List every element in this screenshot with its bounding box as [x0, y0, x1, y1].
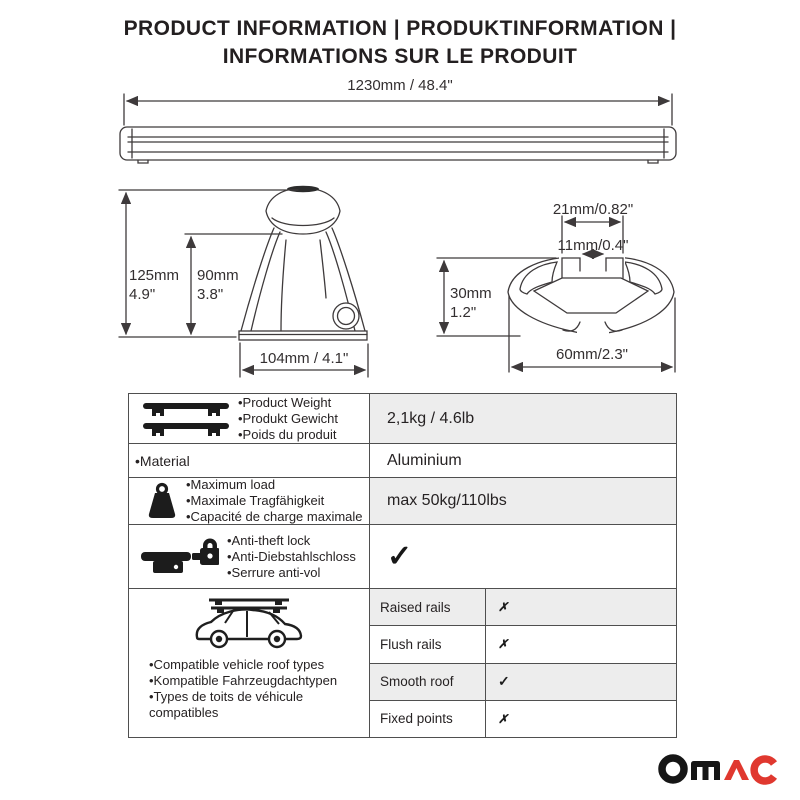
table-row	[129, 477, 676, 524]
dim-profile-outer-channel: 21mm/0.82"	[552, 201, 634, 218]
dim-profile-height: 30mm 1.2"	[450, 285, 492, 321]
page-title-line2: INFORMATIONS SUR LE PRODUIT	[222, 45, 578, 68]
table-row	[129, 524, 676, 588]
omac-logo	[658, 753, 780, 790]
roof-type-row-raised-rails: Raised rails ✗	[370, 589, 676, 625]
dim-foot-inner-height: 90mm 3.8"	[197, 267, 239, 303]
dim-profile-width: 60mm/2.3"	[555, 346, 629, 363]
roof-type-row-fixed-points: Fixed points ✗	[370, 700, 676, 737]
check-mark: ✓	[498, 673, 510, 690]
page-title-line1: PRODUCT INFORMATION | PRODUKTINFORMATION |	[123, 17, 677, 40]
table-row	[129, 443, 676, 477]
table-row	[129, 588, 676, 737]
dim-foot-width: 104mm / 4.1"	[259, 350, 349, 367]
checkmark: ✓	[387, 539, 413, 573]
x-mark: ✗	[498, 711, 509, 726]
dim-profile-inner-channel: 11mm/0.4"	[557, 237, 629, 254]
dim-foot-total-height: 125mm 4.9"	[129, 267, 180, 303]
spec-label-max-load: •Maximum load •Maximale Tragfähigkeit •Capacité de charge maximale	[129, 478, 369, 524]
x-mark: ✗	[498, 637, 509, 652]
spec-label-roof-types: •Compatible vehicle roof types •Kompatible Fahrzeugdachtypen •Types de toits de véhicule compatibles	[129, 589, 369, 737]
roof-type-matrix	[369, 589, 676, 737]
anti-theft-lock-icon	[139, 535, 219, 579]
spec-value-anti-theft	[369, 525, 676, 588]
spec-label-anti-theft: •Anti-theft lock •Anti-Diebstahlschloss •Serrure anti-vol	[129, 525, 369, 588]
car-with-roof-rack-icon	[189, 595, 309, 653]
spec-label-product-weight: •Product Weight •Produkt Gewicht •Poids du produit	[129, 394, 369, 443]
x-mark: ✗	[498, 600, 509, 615]
cross-bars-icon	[142, 400, 230, 438]
spec-value-max-load: max 50kg/110lbs	[369, 478, 676, 524]
table-row	[129, 394, 676, 443]
spec-label-material: •Material	[129, 444, 369, 477]
roof-type-row-flush-rails: Flush rails ✗	[370, 625, 676, 662]
spec-table	[128, 393, 677, 738]
max-load-weight-icon	[145, 482, 179, 520]
roof-type-row-smooth-roof: Smooth roof ✓	[370, 663, 676, 700]
spec-value-product-weight: 2,1kg / 4.6lb	[369, 394, 676, 443]
dim-bar-length: 1230mm / 48.4"	[347, 77, 453, 94]
spec-value-material: Aluminium	[369, 444, 676, 477]
